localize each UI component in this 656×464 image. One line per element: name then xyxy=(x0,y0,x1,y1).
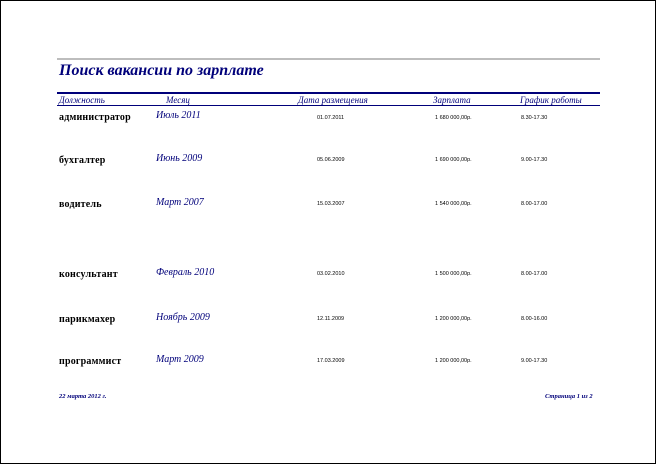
row-date: 12.11.2009 xyxy=(317,316,345,322)
footer-page-number: Страница 1 из 2 xyxy=(545,393,593,400)
row-month: Ноябрь 2009 xyxy=(156,312,210,323)
column-header-date: Дата размещения xyxy=(298,95,368,105)
top-divider xyxy=(57,58,600,60)
row-schedule: 8.30-17.30 xyxy=(521,115,548,121)
row-month: Июль 2011 xyxy=(156,110,201,121)
column-header-month: Месяц xyxy=(166,95,190,105)
row-position: парикмахер xyxy=(59,314,116,325)
row-position: бухгалтер xyxy=(59,155,106,166)
row-month: Март 2009 xyxy=(156,354,204,365)
row-month: Март 2007 xyxy=(156,197,204,208)
row-position: водитель xyxy=(59,199,102,210)
row-date: 17.03.2009 xyxy=(317,358,345,364)
row-schedule: 8.00-17.00 xyxy=(521,201,548,207)
row-date: 01.07.2011 xyxy=(317,115,345,121)
column-header-schedule: График работы xyxy=(520,95,582,105)
column-header-position: Должность xyxy=(59,95,105,105)
row-position: администратор xyxy=(59,112,131,123)
row-date: 03.02.2010 xyxy=(317,271,345,277)
header-top-rule xyxy=(57,92,600,94)
row-month: Июнь 2009 xyxy=(156,153,203,164)
row-salary: 1 690 000,00р. xyxy=(435,157,472,163)
header-bottom-rule xyxy=(57,105,600,106)
row-date: 05.06.2009 xyxy=(317,157,345,163)
row-position: консультант xyxy=(59,269,118,280)
row-salary: 1 680 000,00р. xyxy=(435,115,472,121)
row-schedule: 9.00-17.30 xyxy=(521,157,548,163)
row-schedule: 8.00-16.00 xyxy=(521,316,548,322)
row-schedule: 8.00-17.00 xyxy=(521,271,548,277)
row-position: программист xyxy=(59,356,122,367)
row-salary: 1 200 000,00р. xyxy=(435,316,472,322)
column-header-salary: Зарплата xyxy=(433,95,471,105)
row-salary: 1 200 000,00р. xyxy=(435,358,472,364)
row-date: 15.03.2007 xyxy=(317,201,345,207)
row-salary: 1 500 000,00р. xyxy=(435,271,472,277)
row-month: Февраль 2010 xyxy=(156,267,215,278)
row-schedule: 9.00-17.30 xyxy=(521,358,548,364)
footer-date: 22 марта 2012 г. xyxy=(59,393,107,400)
report-title: Поиск вакансии по зарплате xyxy=(59,62,264,79)
row-salary: 1 540 000,00р. xyxy=(435,201,472,207)
